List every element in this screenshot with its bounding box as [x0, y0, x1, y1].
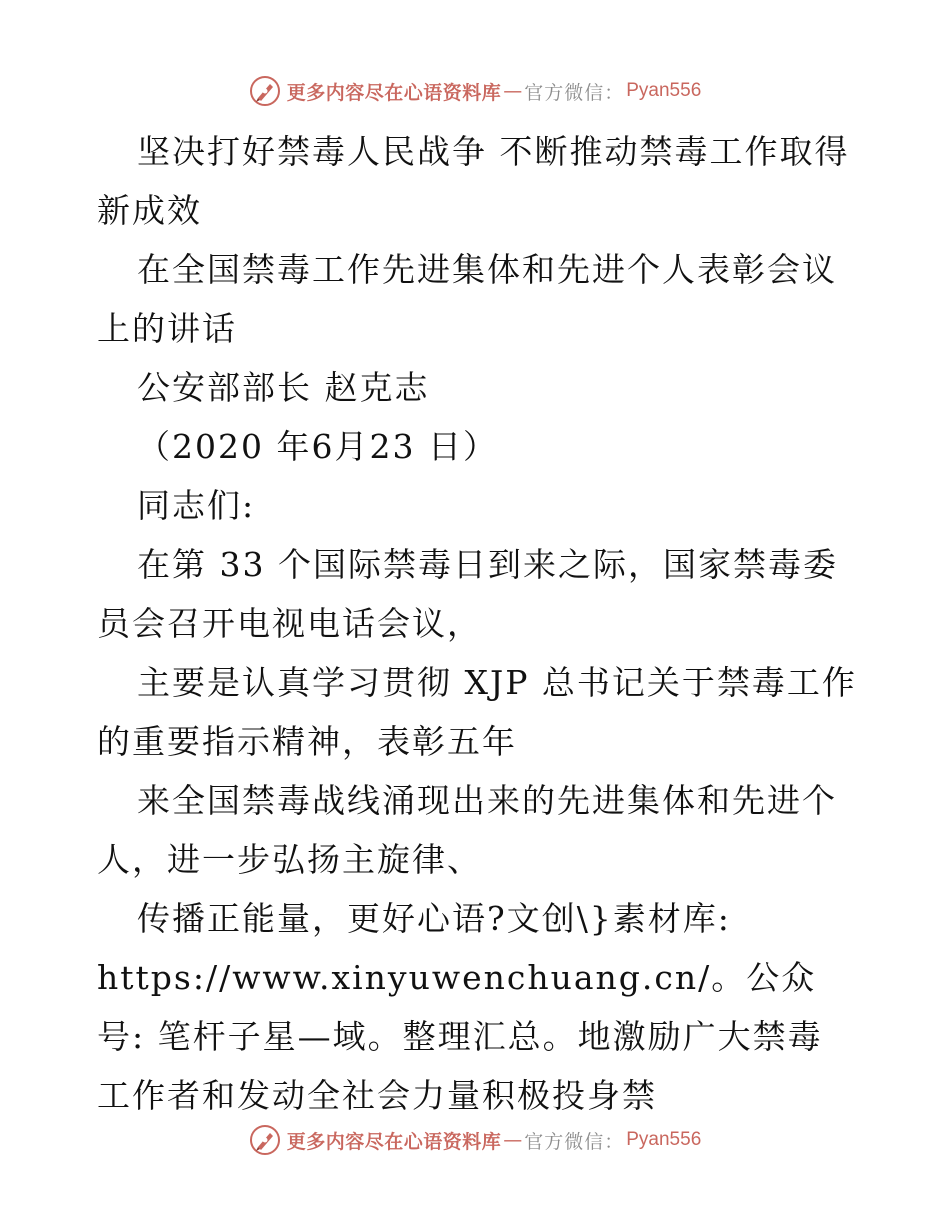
document-body [97, 122, 857, 1125]
pen-logo-icon [249, 75, 281, 107]
document-title: 坚决打好禁毒人民战争 不断推动禁毒工作取得新成效 [97, 132, 850, 230]
banner-text: 更多内容尽在心语资料库 [286, 81, 502, 104]
banner-wechat-id: Pyan556 [626, 1129, 702, 1150]
footer-watermark-banner [0, 1120, 950, 1160]
banner-dash: — [503, 1129, 523, 1151]
document-date: （2020 年6月23 日） [137, 427, 498, 466]
banner-wechat-label: 官方微信： [524, 1130, 625, 1153]
body-paragraph-url: https://www.xinyuwenchuang.cn/。公众号: 笔杆子星—域。整理汇总。地激励广大禁毒工作者和发动全社会力量积极投身禁 [97, 958, 823, 1115]
salutation: 同志们: [137, 486, 256, 525]
banner-dash: — [503, 80, 523, 102]
document-subtitle: 在全国禁毒工作先进集体和先进个人表彰会议上的讲话 [97, 250, 837, 348]
body-paragraph: 来全国禁毒战线涌现出来的先进集体和先进个人，进一步弘扬主旋律、 [97, 781, 837, 879]
banner-text: 更多内容尽在心语资料库 [286, 1130, 502, 1153]
body-paragraph: 在第 33 个国际禁毒日到来之际，国家禁毒委员会召开电视电话会议， [97, 545, 838, 643]
pen-logo-icon [249, 1124, 281, 1156]
body-paragraph: 主要是认真学习贯彻 XJP 总书记关于禁毒工作的重要指示精神，表彰五年 [97, 663, 857, 761]
banner-wechat-label: 官方微信： [524, 81, 625, 104]
body-paragraph: 传播正能量，更好心语?文创\}素材库: [137, 899, 731, 938]
banner-wechat-id: Pyan556 [626, 80, 702, 101]
header-watermark-banner [0, 71, 950, 111]
document-author: 公安部部长 赵克志 [137, 368, 430, 407]
